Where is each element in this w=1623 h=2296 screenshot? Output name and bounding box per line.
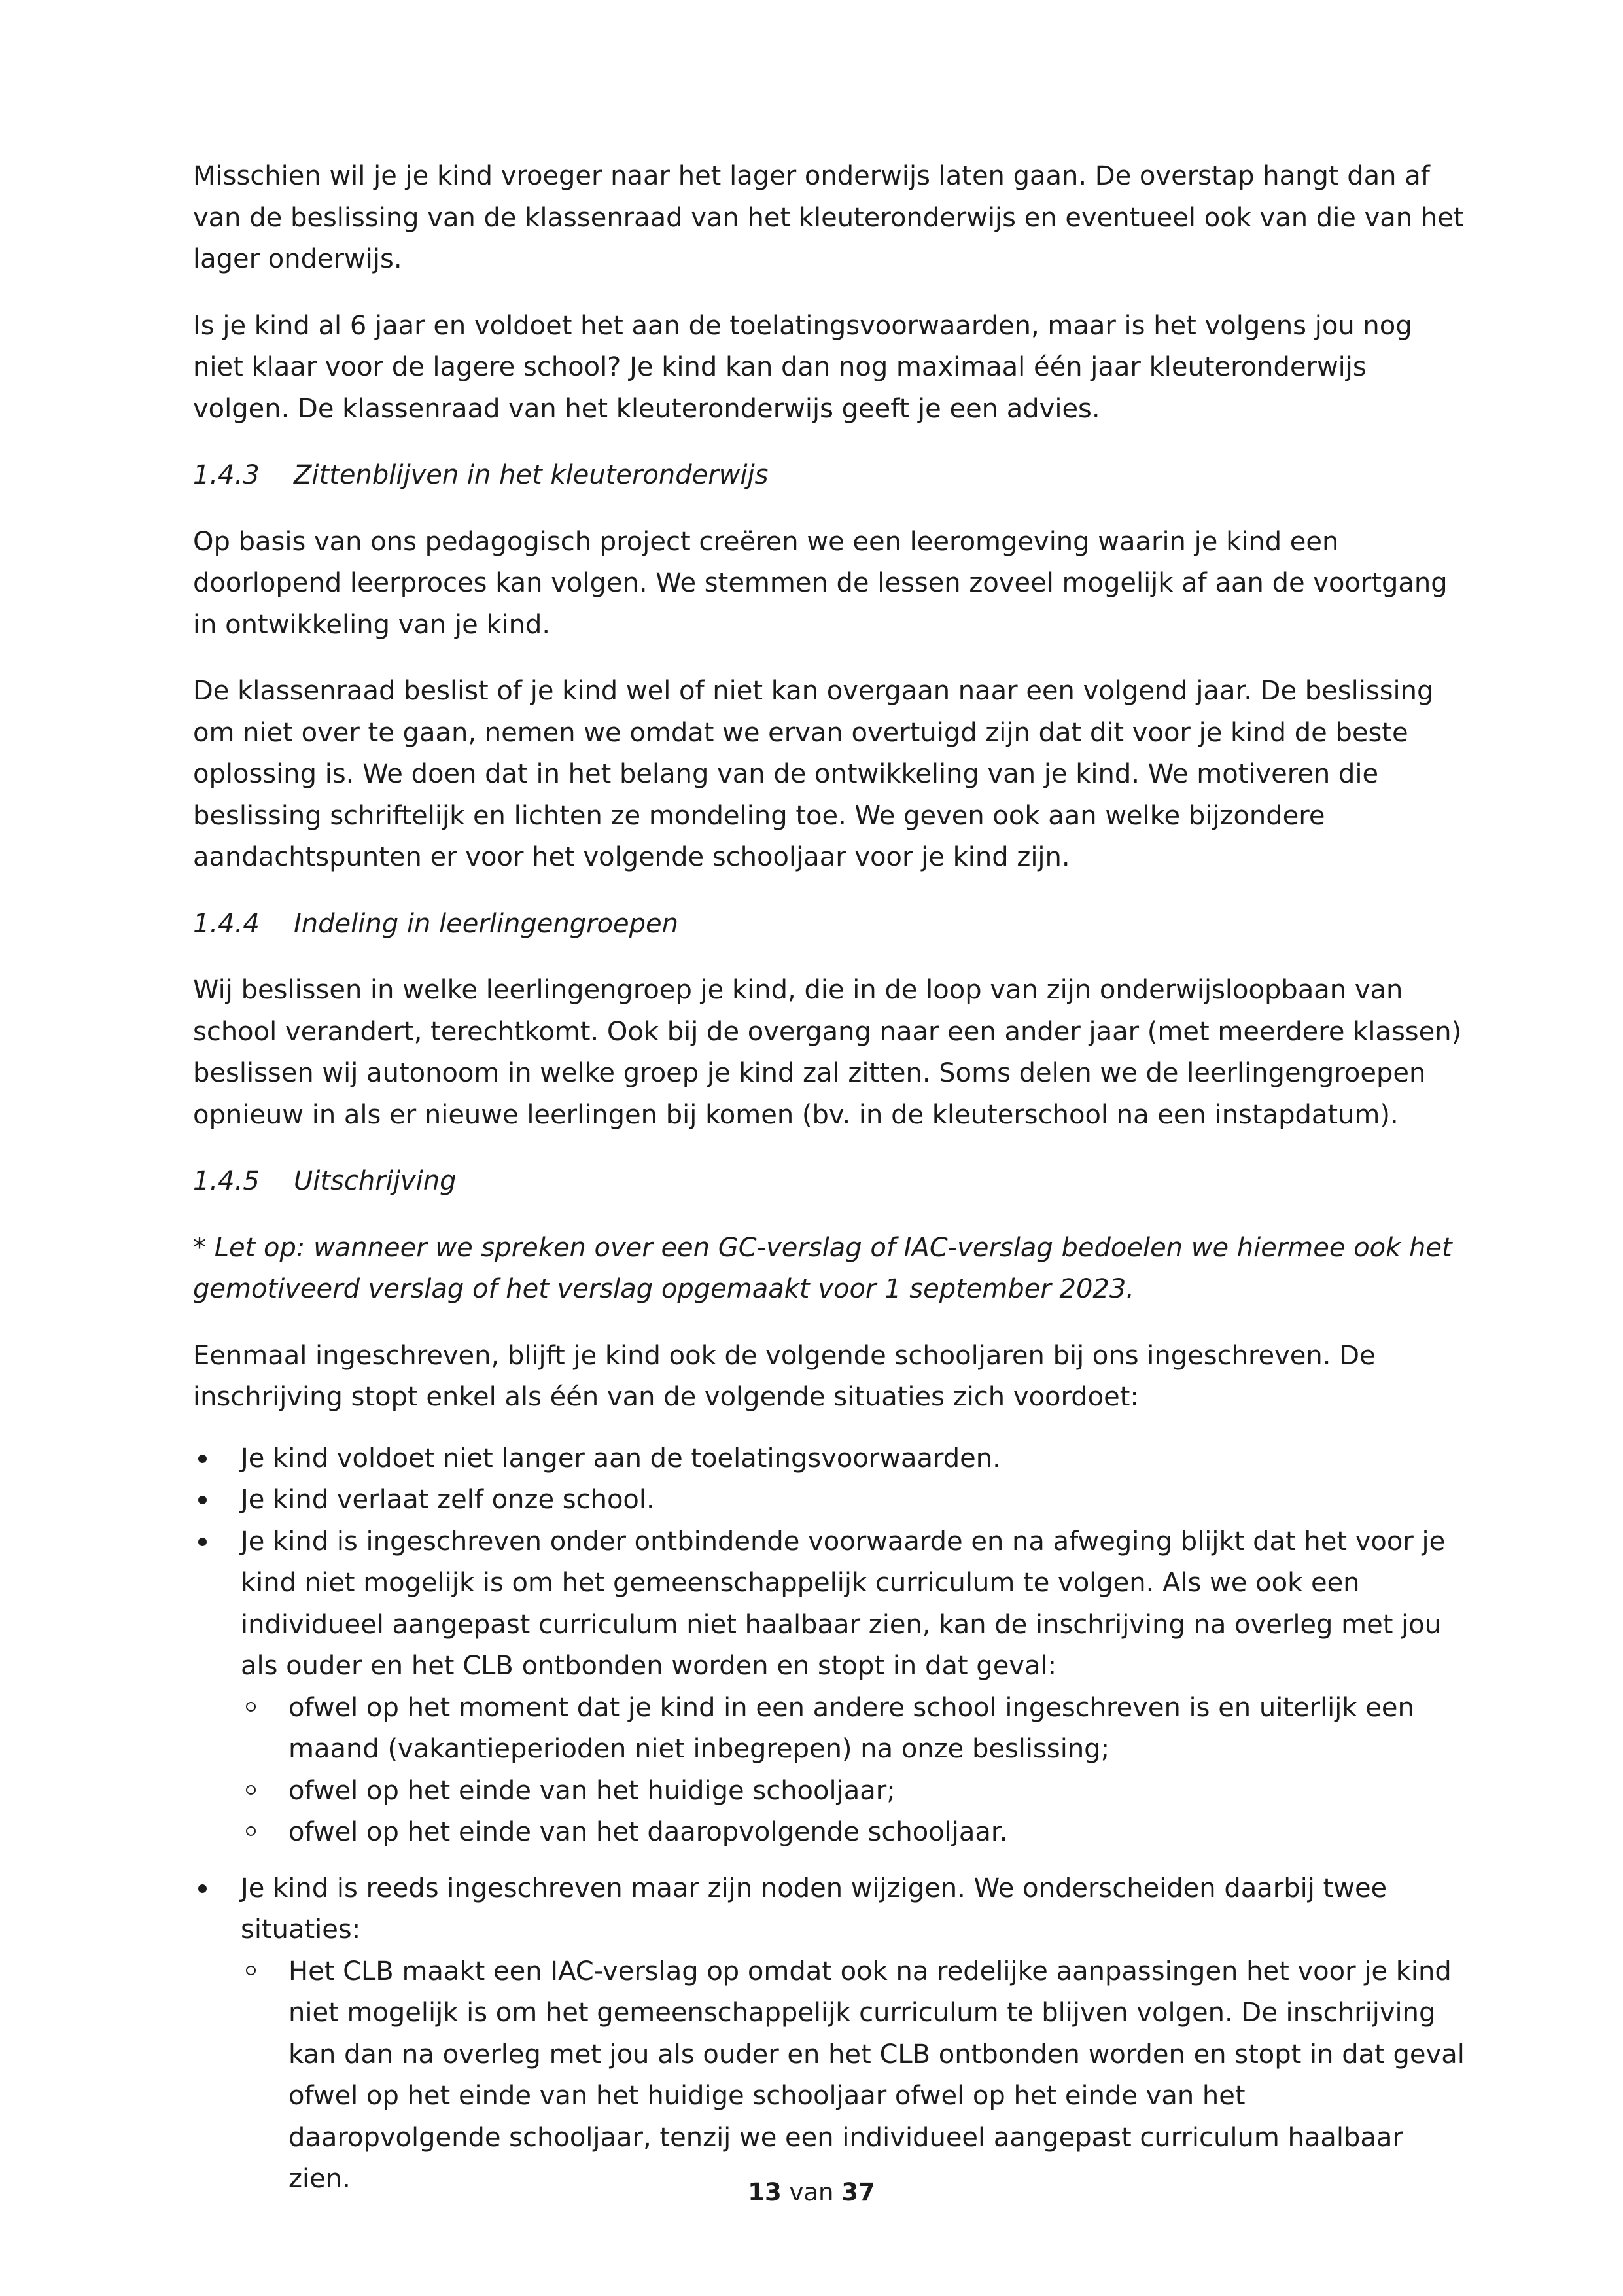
list-item <box>193 1521 1465 1854</box>
note-paragraph: * Let op: wanneer we spreken over een GC-verslag of IAC-verslag bedoelen we hiermee ook het gemotiveerd verslag of het verslag opgemaakt voor 1 september 2023. <box>193 1232 1452 1304</box>
circle-bullet-icon <box>246 1702 256 1712</box>
paragraph-early-transfer: Misschien wil je je kind vroeger naar het lager onderwijs laten gaan. De overstap hangt dan af van de beslissing van de klassenraad van het kleuteronderwijs en eventueel ook van die van het lager onderwijs. <box>193 161 1464 274</box>
list-item <box>193 1479 1465 1521</box>
deregistration-list <box>193 1438 1465 2200</box>
list-item-text: Je kind voldoet niet langer aan de toelatingsvoorwaarden. <box>241 1443 1001 1474</box>
document-body <box>193 156 1465 2200</box>
section-title: Uitschrijving <box>294 1166 457 1196</box>
sub-list-item <box>241 1951 1465 2200</box>
section-heading-1-4-4 <box>193 904 1465 945</box>
paragraph-deregistration-intro: Eenmaal ingeschreven, blijft je kind ook de volgende schooljaren bij ons ingeschreven. De inschrijving stopt enkel als één van de volgende situaties zich voordoet: <box>193 1340 1376 1412</box>
paragraph-pedagogical-project: Op basis van ons pedagogisch project creëren we een leeromgeving waarin je kind een doorlopend leerproces kan volgen. We stemmen de lessen zoveel mogelijk af aan de voortgang in ontwikkeling van je kind. <box>193 526 1448 640</box>
sub-list-item-text: Het CLB maakt een IAC-verslag op omdat ook na redelijke aanpassingen het voor je kind niet mogelijk is om het gemeenschappelijk curriculum te blijven volgen. De inschrijving kan dan na overleg met jou als ouder en het CLB ontbonden worden en stopt in dat geval ofwel op het einde van het huidige schooljaar ofwel op het einde van het daaropvolgende schooljaar, tenzij we een individueel aangepast curriculum haalbaar zien. <box>288 1956 1465 2194</box>
sub-list-item-text: ofwel op het einde van het huidige schooljaar; <box>288 1775 896 1806</box>
section-number: 1.4.4 <box>193 908 260 939</box>
sub-list-item-text: ofwel op het einde van het daaropvolgende schooljaar. <box>288 1817 1008 1847</box>
section-heading-1-4-3 <box>193 455 1465 497</box>
page-number-separator: van <box>789 2178 834 2206</box>
section-title: Zittenblijven in het kleuteronderwijs <box>294 460 769 490</box>
section-heading-1-4-5 <box>193 1161 1465 1203</box>
paragraph-class-council: De klassenraad beslist of je kind wel of niet kan overgaan naar een volgend jaar. De beslissing om niet over te gaan, nemen we omdat we ervan overtuigd zijn dat dit voor je kind de beste oplossing is. We doen dat in het belang van de ontwikkeling van je kind. We motiveren die beslissing schriftelijk en lichten ze mondeling toe. We geven ook aan welke bijzondere aandachtspunten er voor het volgende schooljaar voor je kind zijn. <box>193 676 1434 872</box>
section-number: 1.4.3 <box>193 460 260 490</box>
sub-list-item <box>241 1771 1465 1812</box>
list-item <box>193 1868 1465 2200</box>
paragraph-student-groups: Wij beslissen in welke leerlingengroep je kind, die in de loop van zijn onderwijsloopbaan van school verandert, terechtkomt. Ook bij de overgang naar een ander jaar (met meerdere klassen) beslissen wij autonoom in welke groep je kind zal zitten. Soms delen we de leerlingengroepen opnieuw in als er nieuwe leerlingen bij komen (bv. in de kleuterschool na een instapdatum). <box>193 975 1462 1130</box>
page-number-current: 13 <box>748 2178 782 2206</box>
bullet-icon <box>198 1884 207 1893</box>
bullet-icon <box>198 1496 207 1504</box>
paragraph-extra-year: Is je kind al 6 jaar en voldoet het aan de toelatingsvoorwaarden, maar is het volgens jou nog niet klaar voor de lagere school? Je kind kan dan nog maximaal één jaar kleuteronderwijs volgen. De klassenraad van het kleuteronderwijs geeft je een advies. <box>193 310 1412 424</box>
list-item <box>193 1438 1465 1480</box>
list-item-text: Je kind verlaat zelf onze school. <box>241 1485 655 1515</box>
list-item-text: Je kind is reeds ingeschreven maar zijn noden wijzigen. We onderscheiden daarbij twee situaties: <box>241 1873 1387 1945</box>
section-title: Indeling in leerlingengroepen <box>294 908 678 939</box>
page-footer <box>0 2176 1623 2209</box>
circle-bullet-icon <box>246 1826 256 1836</box>
circle-bullet-icon <box>246 1966 256 1975</box>
sub-list-item <box>241 1687 1465 1771</box>
sub-list-item <box>241 1812 1465 1854</box>
bullet-icon <box>198 1455 207 1463</box>
section-number: 1.4.5 <box>193 1166 260 1196</box>
bullet-icon <box>198 1538 207 1546</box>
circle-bullet-icon <box>246 1785 256 1795</box>
list-item-text: Je kind is ingeschreven onder ontbindende voorwaarde en na afweging blijkt dat het voor je kind niet mogelijk is om het gemeenschappelijk curriculum te volgen. Als we ook een individueel aangepast curriculum niet haalbaar zien, kan de inschrijving na overleg met jou als ouder en het CLB ontbonden worden en stopt in dat geval: <box>241 1526 1446 1681</box>
sub-list-item-text: ofwel op het moment dat je kind in een andere school ingeschreven is en uiterlijk een maand (vakantieperioden niet inbegrepen) na onze beslissing; <box>288 1692 1414 1764</box>
page-number-total: 37 <box>841 2178 875 2206</box>
sub-list <box>241 1687 1465 1854</box>
sub-list <box>241 1951 1465 2200</box>
